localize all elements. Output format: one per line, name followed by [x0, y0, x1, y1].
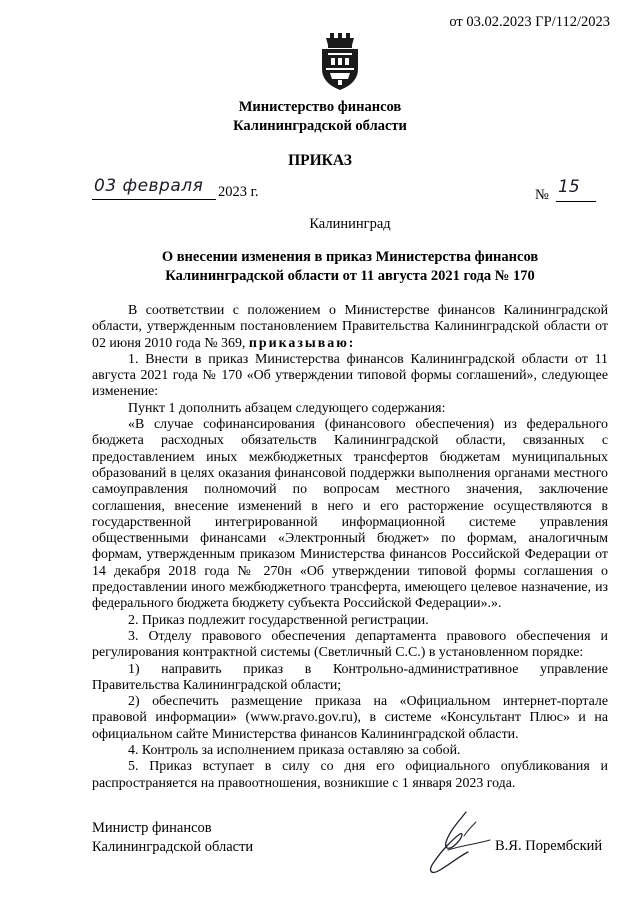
handwritten-number: 15: [558, 177, 580, 197]
city: Калининград: [309, 216, 391, 232]
number-underline: [556, 201, 596, 202]
coat-of-arms-icon: [316, 33, 364, 91]
date-year: 2023 г.: [218, 184, 259, 200]
document-title: ПРИКАЗ: [288, 152, 352, 169]
number-label: №: [535, 187, 549, 203]
ministry-line-1: Министерство финансов: [238, 99, 402, 115]
intro-text: В соответствии с положением о Министерстве финансов Калининградской области, утвержденным постановлением Правительства Калининградской области от 02 июня 2010 года № 369,: [92, 303, 608, 351]
paragraph-1: 1. Внести в приказ Министерства финансов Калининградской области от 11 августа 2021 года № 170 «Об утверждении типовой формы соглашений», следующее изменение:: [92, 351, 608, 400]
signatory-position: [92, 819, 253, 857]
position-line-1: Министр финансов: [92, 820, 212, 836]
date-underline: [92, 199, 216, 200]
signatory-name: В.Я. Порембский: [495, 838, 603, 854]
order-word: приказываю:: [248, 335, 356, 351]
paragraph-5: 5. Приказ вступает в силу со дня его официального опубликования и распространяется на правоотношения, возникшие с 1 января 2023 года.: [92, 759, 608, 791]
paragraph-3: 3. Отделу правового обеспечения департамента правового обеспечения и регулирования контрактной системы (Светличный С.С.) в установленном порядке:: [92, 628, 608, 661]
order-subject: [0, 248, 640, 286]
paragraph-2: 2. Приказ подлежит государственной регистрации.: [128, 612, 429, 628]
handwritten-signature: [420, 806, 500, 880]
ministry-line-2: Калининградской области: [233, 118, 407, 134]
ministry-name: [0, 98, 640, 136]
paragraph-1-sub: Пункт 1 дополнить абзацем следующего содержания:: [128, 400, 446, 416]
position-line-2: Калининградской области: [92, 839, 254, 855]
subject-line-2: Калининградской области от 11 августа 2021 года № 170: [165, 268, 535, 284]
paragraph-3-2: 2) обеспечить размещение приказа на «Официальном интернет-портале правовой информации» (www.pravo.gov.ru), в системе «Консультант Плюс» и на официальном сайте Министерства финансов Калининградской области.: [92, 694, 608, 742]
intro-paragraph: [92, 303, 608, 352]
paragraph-4: 4. Контроль за исполнением приказа оставляю за собой.: [128, 743, 461, 759]
paragraph-3-1: 1) направить приказ в Контрольно-административное управление Правительства Калининградской области;: [92, 661, 608, 693]
subject-line-1: О внесении изменения в приказ Министерства финансов: [161, 249, 539, 265]
paragraph-1-quote: «В случае софинансирования (финансового обеспечения) из федерального бюджета расходных обязательств Калининградской области, связанных с предоставлением иных межбюджетных трансфертов бюджетам муниципальных образований в целях оказания финансовой поддержки выполнения органами местного самоуправления полномочий по вопросам местного значения, заключение соглашения, внесение изменений в него и его расторжение осуществляются в государственной интегрированной информационной системе управления общественными финансами «Электронный бюджет» по формам, аналогичным формам, утвержденным приказом Министерства финансов Российской Федерации от 14 декабря 2018 года № 270н «Об утверждении типовой формы соглашения о предоставлении иного межбюджетного трансферта, имеющего целевое назначение, из федерального бюджета бюджету субъекта Российской Федерации».».: [92, 417, 608, 612]
order-body: [92, 303, 608, 792]
document-reference: от 03.02.2023 ГР/112/2023: [449, 14, 610, 30]
handwritten-date: 03 февраля: [94, 176, 204, 196]
